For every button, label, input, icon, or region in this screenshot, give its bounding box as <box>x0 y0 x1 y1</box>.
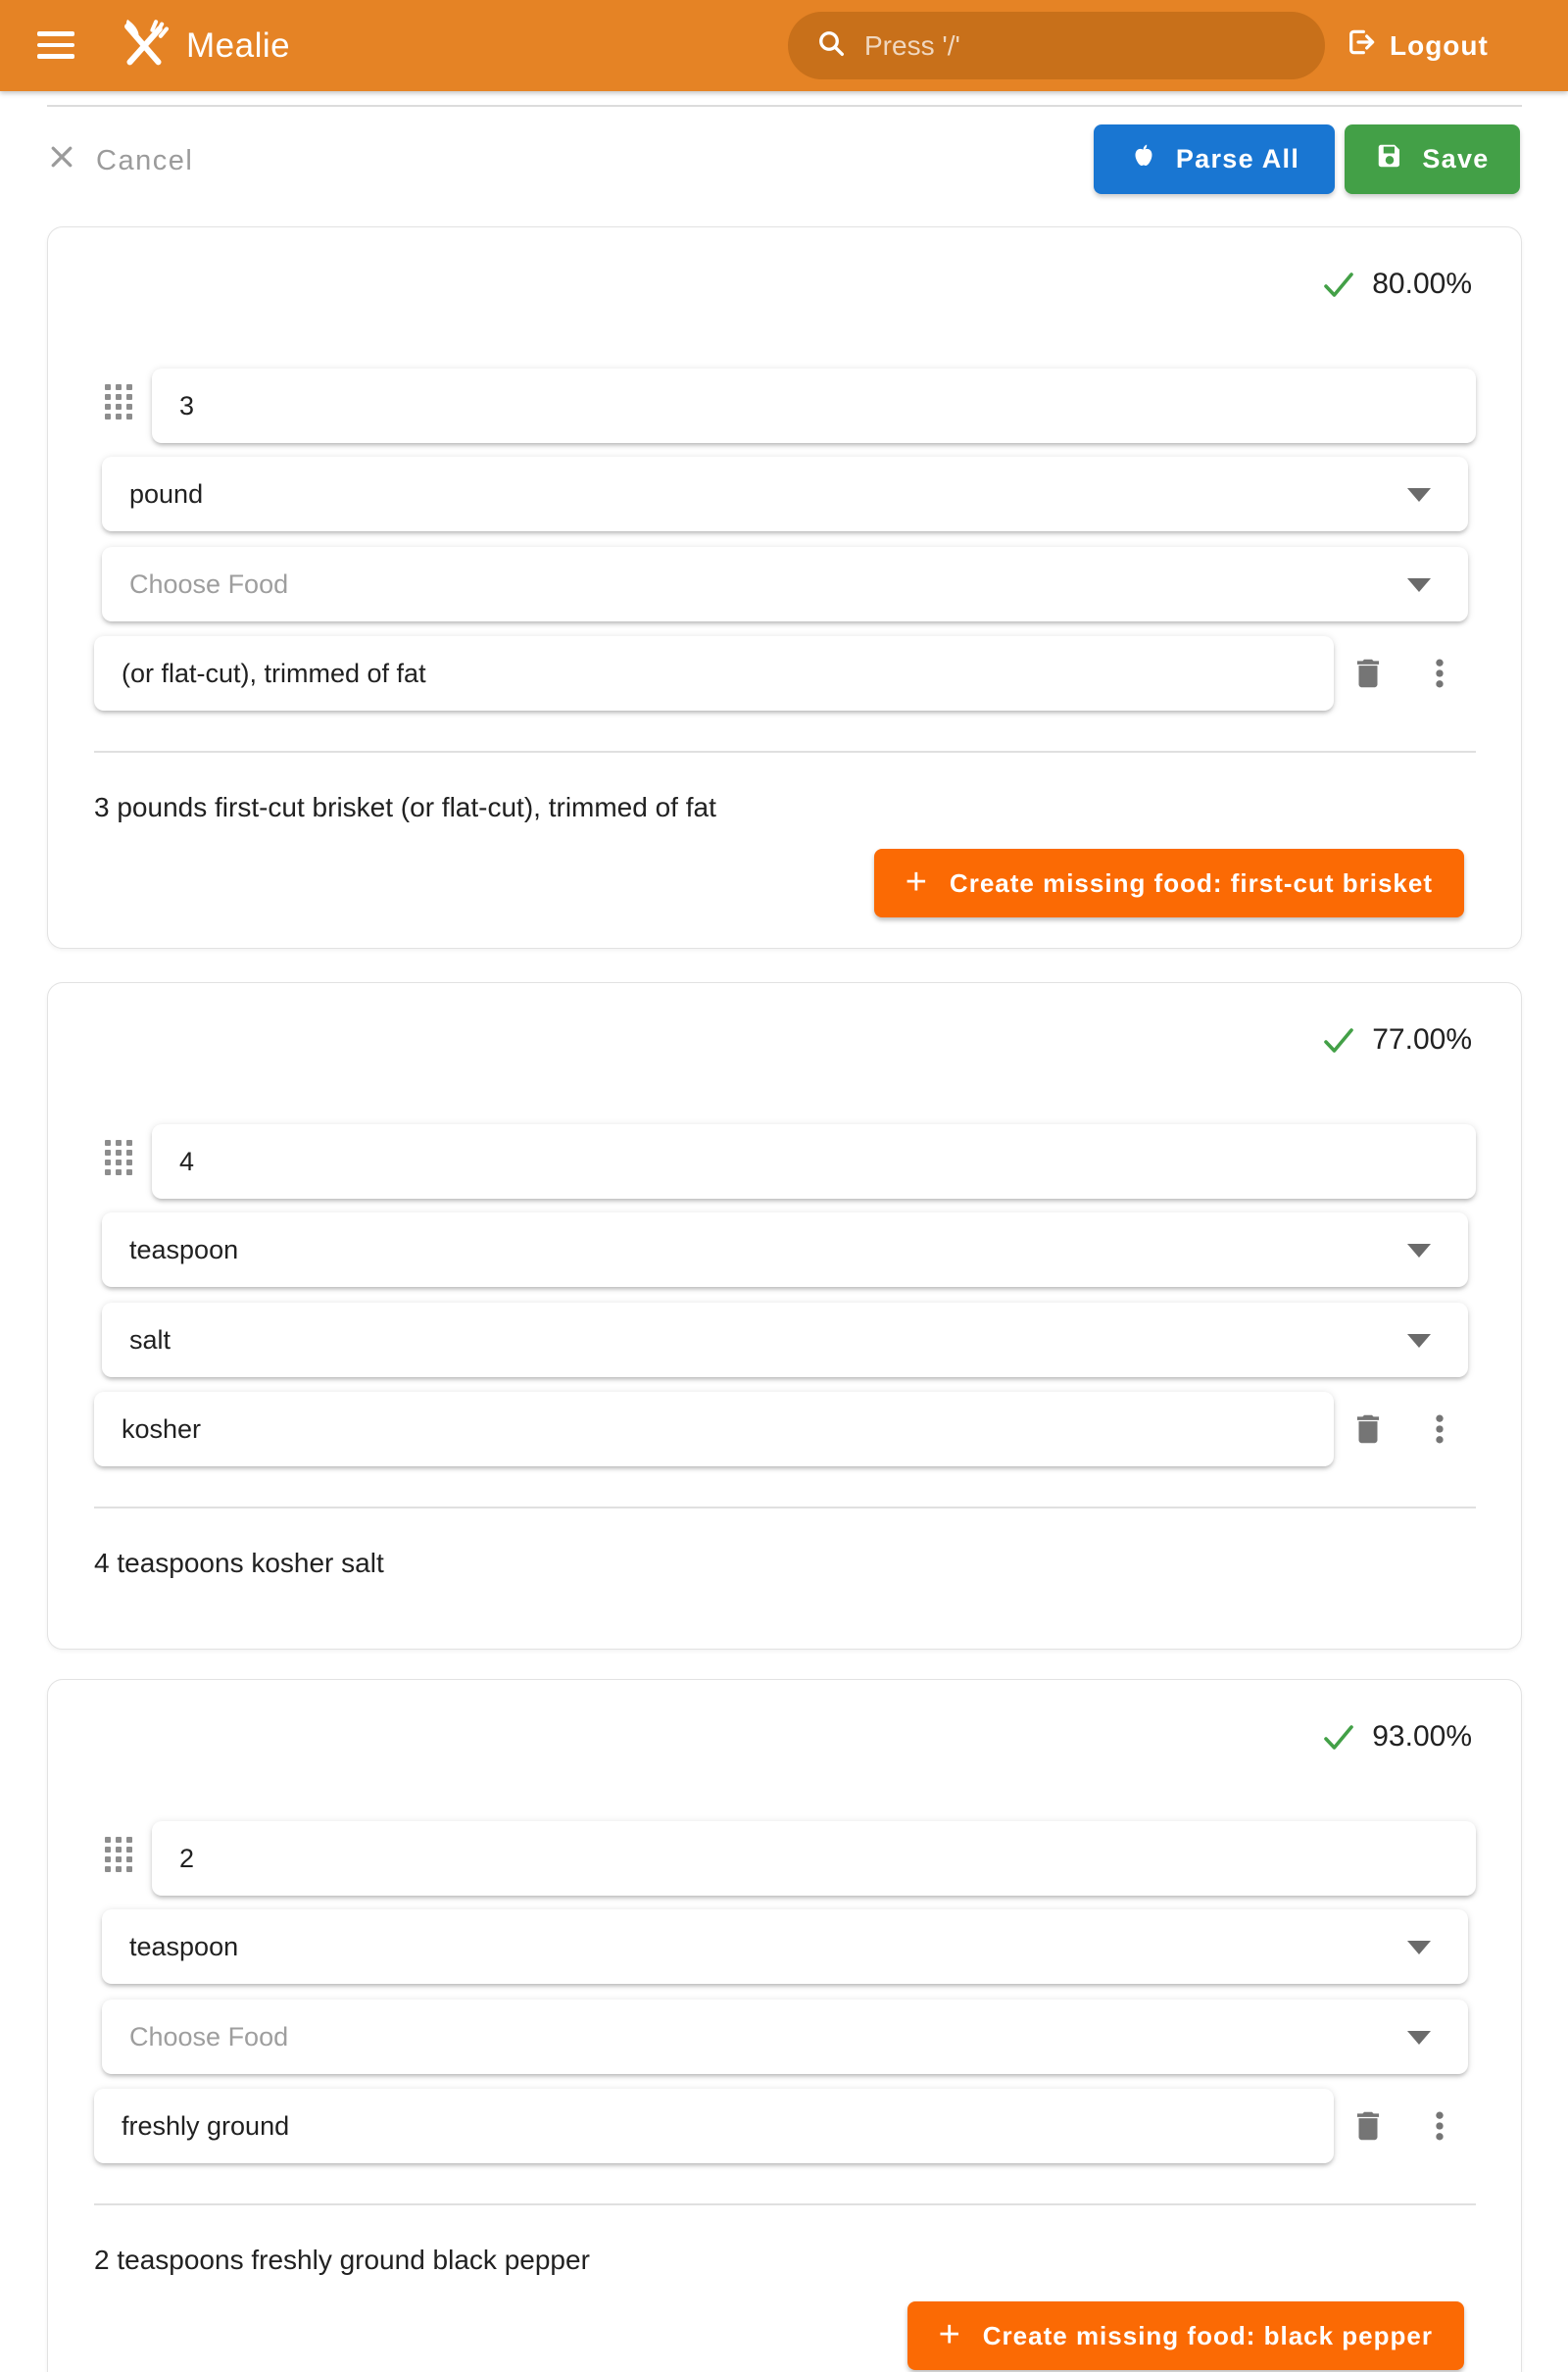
ingredient-card <box>47 1679 1522 2372</box>
create-missing-food-button[interactable] <box>907 2301 1464 2370</box>
original-ingredient-text: 3 pounds first-cut brisket (or flat-cut), trimmed of fat <box>94 792 716 822</box>
search-bar[interactable] <box>788 12 1325 79</box>
logout-button[interactable] <box>1337 16 1496 75</box>
chevron-down-icon <box>1407 488 1431 502</box>
drag-dots-icon <box>105 1837 111 1843</box>
food-select[interactable]: Choose Food <box>102 547 1468 621</box>
create-missing-food-button[interactable] <box>874 849 1464 917</box>
delete-button[interactable] <box>1347 1408 1390 1451</box>
cancel-label: Cancel <box>96 144 194 176</box>
quantity-input[interactable] <box>152 1821 1476 1896</box>
apple-icon <box>1129 141 1158 177</box>
more-options-button[interactable] <box>1418 652 1461 695</box>
food-select[interactable]: salt <box>102 1303 1468 1377</box>
check-icon <box>1321 267 1356 302</box>
unit-select[interactable]: teaspoon <box>102 1212 1468 1287</box>
chevron-down-icon <box>1407 578 1431 592</box>
drag-handle[interactable] <box>105 1837 136 1880</box>
trash-icon <box>1349 655 1387 692</box>
hamburger-icon <box>37 31 74 36</box>
drag-handle[interactable] <box>105 1140 136 1183</box>
plus-icon: + <box>905 861 928 903</box>
check-icon <box>1321 1022 1356 1058</box>
confidence-value: 80.00% <box>1372 268 1472 300</box>
search-input[interactable] <box>862 29 1315 63</box>
divider <box>94 1507 1476 1508</box>
kebab-icon <box>1420 1409 1459 1449</box>
food-select[interactable]: Choose Food <box>102 2000 1468 2074</box>
home-link[interactable] <box>116 0 290 91</box>
original-ingredient-text: 2 teaspoons freshly ground black pepper <box>94 2245 590 2275</box>
unit-select[interactable]: teaspoon <box>102 1909 1468 1984</box>
more-options-button[interactable] <box>1418 2104 1461 2148</box>
ingredient-card <box>47 226 1522 949</box>
cancel-button[interactable] <box>47 131 193 190</box>
confidence-value: 77.00% <box>1372 1023 1472 1056</box>
note-input[interactable] <box>94 2089 1334 2163</box>
chevron-down-icon <box>1407 1244 1431 1258</box>
original-ingredient-text: 4 teaspoons kosher salt <box>94 1548 384 1578</box>
delete-button[interactable] <box>1347 2104 1390 2148</box>
check-icon <box>1321 1719 1356 1754</box>
drag-dots-icon <box>105 384 111 390</box>
create-missing-food-label: Create missing food: first-cut brisket <box>949 867 1433 898</box>
confidence-row <box>1321 1022 1472 1058</box>
more-options-button[interactable] <box>1418 1408 1461 1451</box>
quantity-input[interactable] <box>152 1124 1476 1199</box>
chevron-down-icon <box>1407 1334 1431 1348</box>
save-label: Save <box>1422 144 1490 173</box>
save-button[interactable] <box>1345 124 1520 194</box>
logout-icon <box>1345 26 1376 65</box>
drag-handle[interactable] <box>105 384 136 427</box>
confidence-row <box>1321 267 1472 302</box>
save-icon <box>1375 141 1404 177</box>
mealie-logo-icon <box>116 15 172 76</box>
ingredient-card <box>47 982 1522 1650</box>
divider <box>94 2203 1476 2205</box>
create-missing-food-label: Create missing food: black pepper <box>982 2320 1433 2350</box>
quantity-input[interactable] <box>152 369 1476 443</box>
drag-dots-icon <box>105 1140 111 1146</box>
delete-button[interactable] <box>1347 652 1390 695</box>
search-icon <box>815 27 847 64</box>
note-input[interactable] <box>94 636 1334 711</box>
trash-icon <box>1349 2107 1387 2145</box>
logout-label: Logout <box>1390 29 1489 61</box>
chevron-down-icon <box>1407 2031 1431 2045</box>
app-header <box>0 0 1568 91</box>
plus-icon: + <box>938 2313 961 2355</box>
divider <box>94 751 1476 753</box>
header-divider <box>47 105 1522 107</box>
parse-all-label: Parse All <box>1175 144 1300 173</box>
confidence-row <box>1321 1719 1472 1754</box>
note-input[interactable] <box>94 1392 1334 1466</box>
app-title: Mealie <box>186 25 291 65</box>
confidence-value: 93.00% <box>1372 1720 1472 1753</box>
trash-icon <box>1349 1410 1387 1448</box>
chevron-down-icon <box>1407 1941 1431 1954</box>
parse-all-button[interactable] <box>1094 124 1335 194</box>
hamburger-menu-button[interactable] <box>37 25 76 65</box>
kebab-icon <box>1420 2106 1459 2146</box>
kebab-icon <box>1420 654 1459 693</box>
close-icon <box>47 142 76 179</box>
unit-select[interactable]: pound <box>102 457 1468 531</box>
